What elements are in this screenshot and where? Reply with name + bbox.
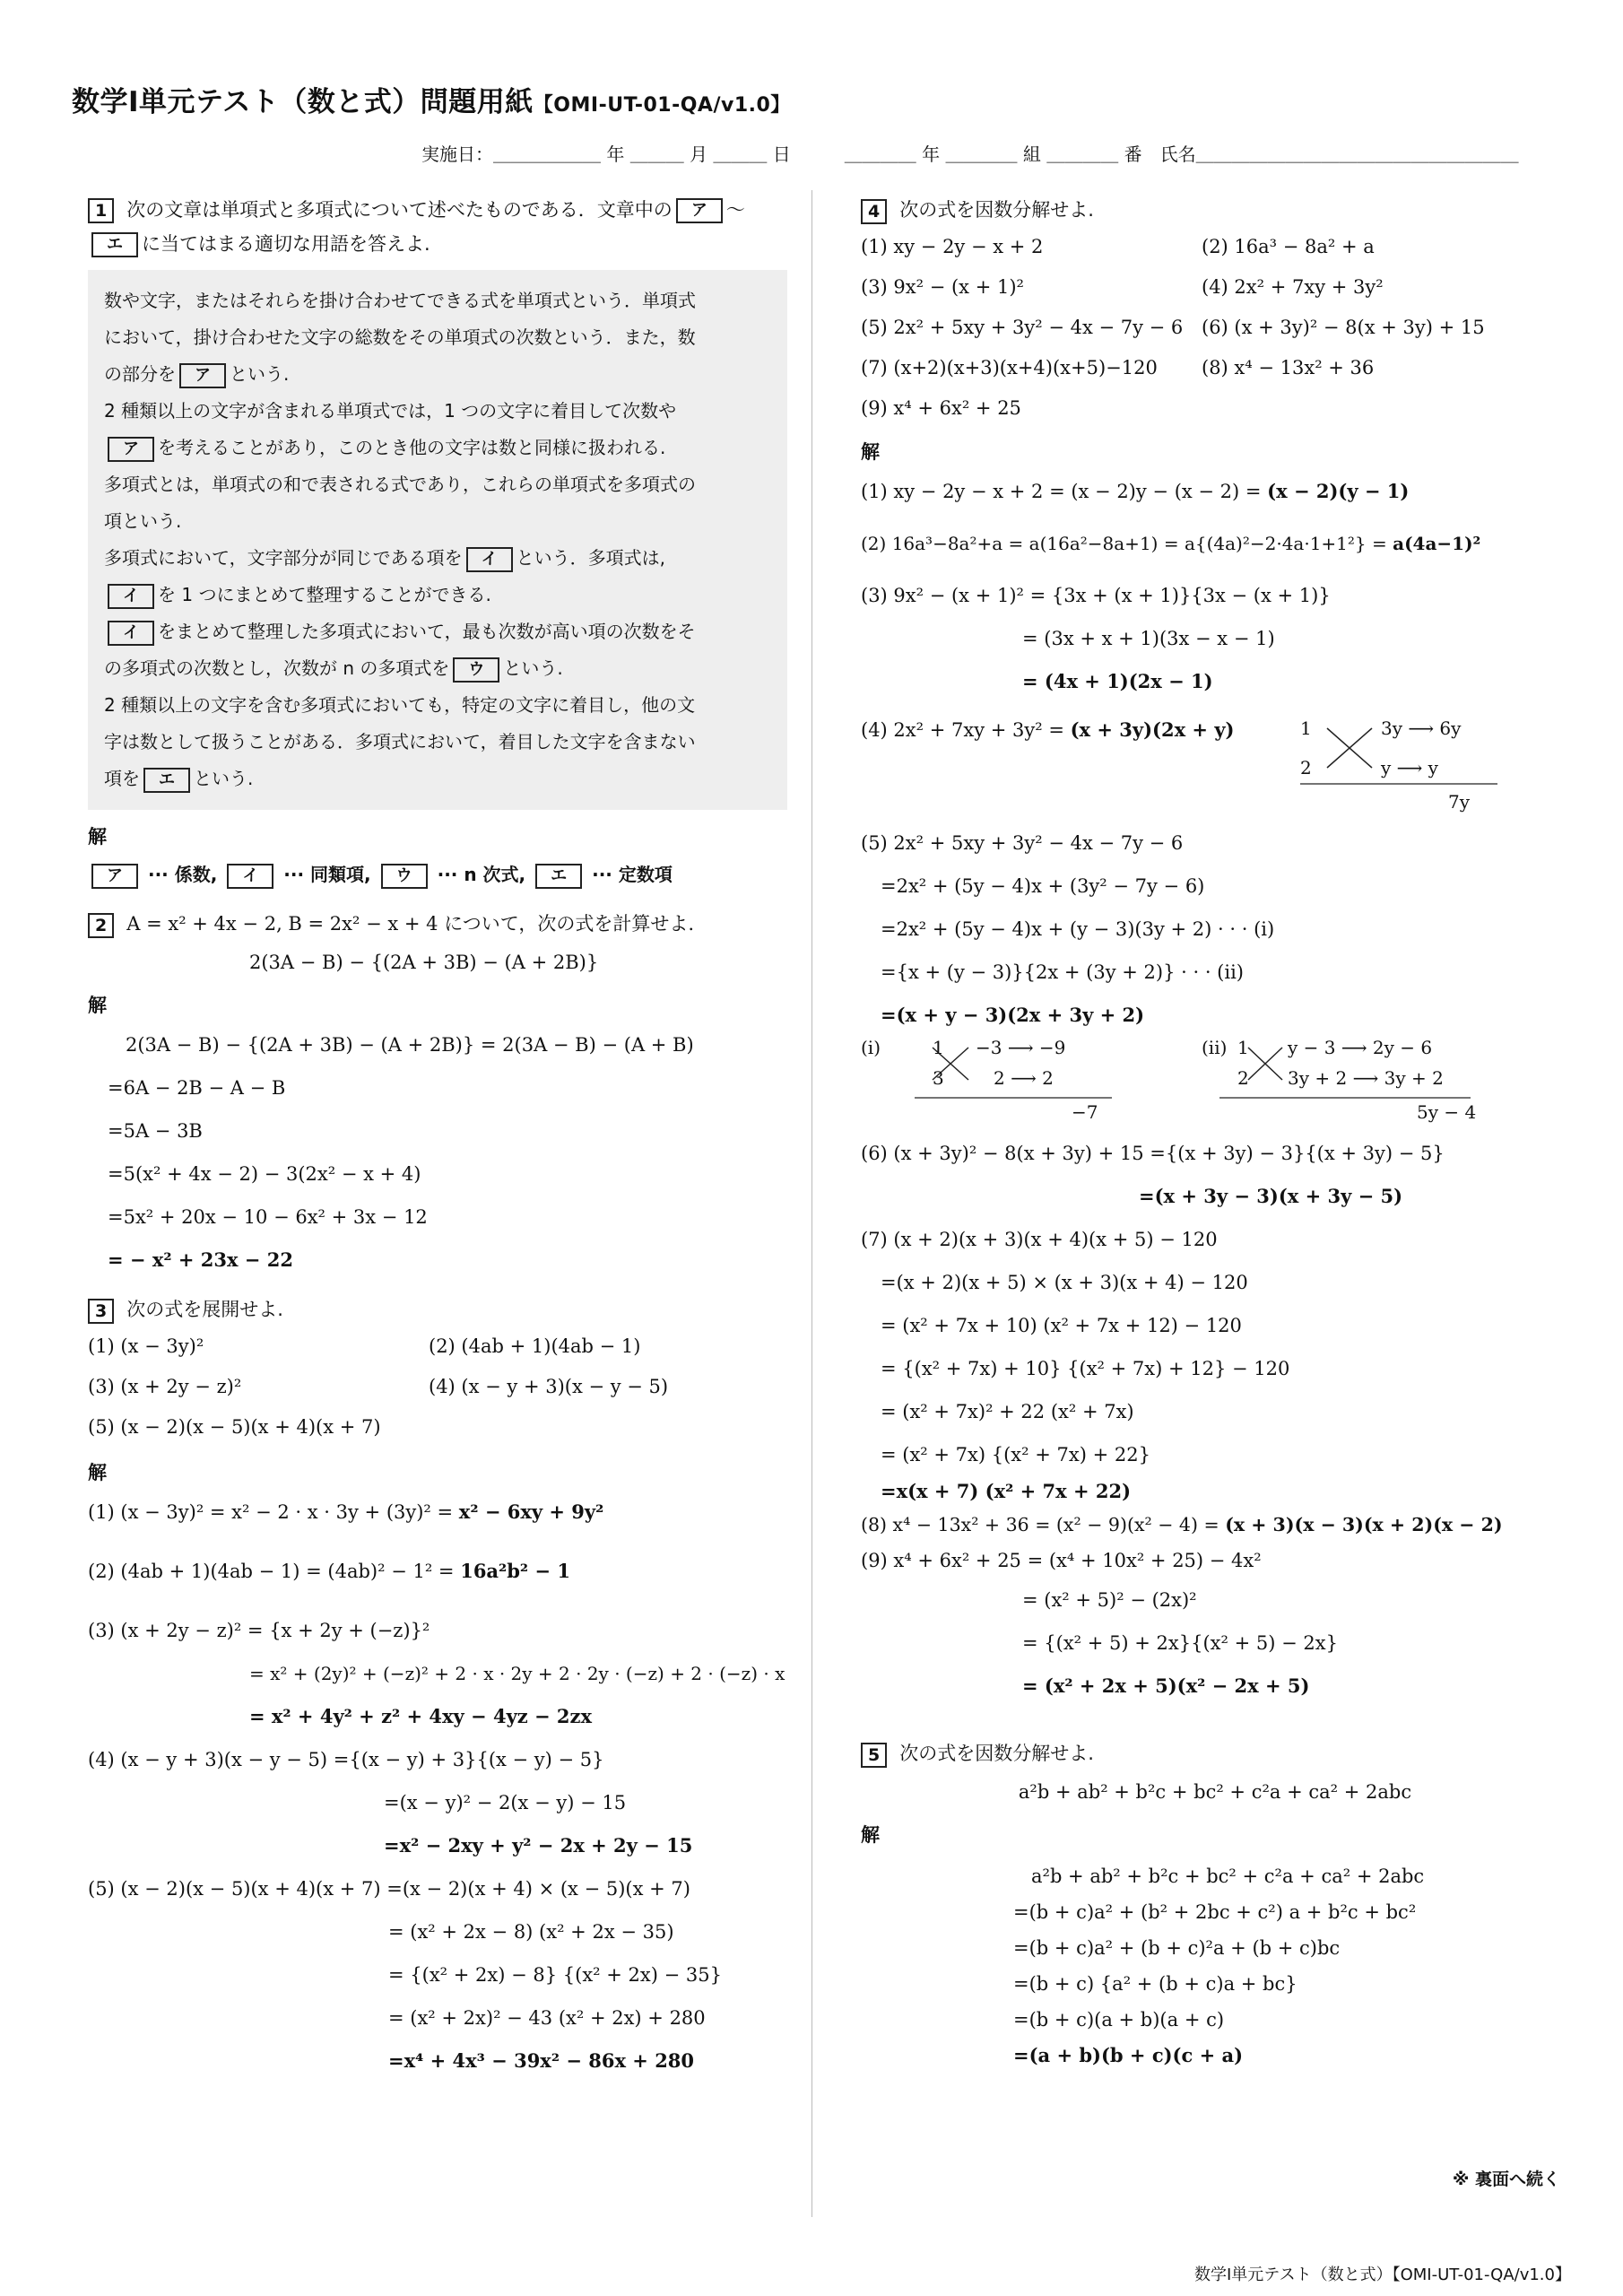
blank-e: エ — [143, 768, 190, 793]
page-footer: 数学Ⅰ単元テスト（数と式）【OMI-UT-01-QA/v1.0】 — [1194, 2266, 1571, 2284]
tasukigake-diagram-ii: (ii) 1 2 y − 3 ⟶ 2y − 6 3y + 2 ⟶ 3y + 2 5y − 4 — [1202, 1037, 1477, 1123]
document-code: 【OMI-UT-01-QA/v1.0】 — [533, 94, 791, 117]
solution-label: 解 — [88, 995, 107, 1016]
question-2: 2 A = x² + 4x − 2, B = 2x² − x + 4 について，次の式を計算せよ. 2(3A − B) − {(2A + 3B) − (A + 2B)} 解 2(3A − B) − {(2A + 3B) − (A + 2B)} = 2(3A − B) − (A + B) =6A − 2B − A − B =5A − 3B =5(x² + 4x − 2) − 3(2x² − x + 4) =5x² + 20x − 10 − 6x² + 3x − 12 = − x² + 23x − 22 — [88, 907, 787, 1282]
question-number: 1 — [88, 198, 114, 223]
solution-label: 解 — [88, 1462, 107, 1483]
blank-u: ウ — [453, 657, 499, 683]
date-name-line: 実施日：＿＿＿＿＿＿ 年 ＿＿＿ 月 ＿＿＿ 日 ＿＿＿＿ 年 ＿＿＿＿ 組 ＿＿＿＿ 番 氏名＿＿＿＿＿＿＿＿＿＿＿＿＿＿＿＿＿＿ — [421, 144, 1519, 165]
tasukigake-diagram: 1 2 3y ⟶ 6y y ⟶ y 7y — [1300, 718, 1533, 807]
question-3-prompt: 3 次の式を展開せよ. — [88, 1292, 787, 1326]
solution-label: 解 — [88, 826, 107, 848]
question-3-items: (1) (x − 3y)² (2) (4ab + 1)(4ab − 1) (3) (x + 2y − z)² (4) (x − y + 3)(x − y − 5) (5) (x − 2)(x − 5)(x + 4)(x + 7) — [88, 1335, 669, 1438]
question-1 — [88, 193, 787, 894]
question-2-expression: 2(3A − B) − {(2A + 3B) − (A + 2B)} — [249, 952, 599, 973]
question-5-prompt: 5 次の式を因数分解せよ. — [861, 1736, 1569, 1770]
solution-label: 解 — [861, 441, 880, 463]
blank-i: イ — [108, 621, 154, 646]
question-5-expression: a²b + ab² + b²c + bc² + c²a + ca² + 2abc — [1018, 1781, 1412, 1803]
question-1-prompt: 1 次の文章は単項式と多項式について述べたものである．文章中の ア ～ エ に当てはまる適切な用語を答えよ. — [88, 193, 787, 261]
blank-a: ア — [108, 437, 154, 462]
blank-e: エ — [91, 232, 138, 257]
continue-note: ※ 裏面へ続く — [1452, 2170, 1560, 2189]
left-column — [88, 193, 787, 2083]
question-4-items: (1) xy − 2y − x + 2 (2) 16a³ − 8a² + a (3) 9x² − (x + 1)² (4) 2x² + 7xy + 3y² (5) 2x² + 5xy + 3y² − 4x − 7y − 6 (6) (x + 3y)² − 8(x + 3y) + 15 (7) (x+2)(x+3)(x+4)(x+5)−120 (8) x⁴ − 13x² + 36 (9) x⁴ + 6x² + 25 — [861, 236, 1485, 419]
page-title: 数学Ⅰ単元テスト（数と式）問題用紙【OMI-UT-01-QA/v1.0】 — [72, 86, 791, 118]
question-1-answers: ア ··· 係数, イ ··· 同類項, ウ ··· n 次式, エ ··· 定数項 — [88, 855, 787, 894]
question-5: 5 次の式を因数分解せよ. a²b + ab² + b²c + bc² + c²a + ca² + 2abc 解 a²b + ab² + b²c + bc² + c²a + ca² + 2abc =(b + c)a² + (b² + 2bc + c²) a + b²c + bc² =(b + c)a² + (b + c)²a + (b + c)bc =(b + c) {a² + (b + c)a + bc} =(b + c)(a + b)(a + c) =(a + b)(b + c)(c + a) — [861, 1736, 1569, 2074]
question-2-prompt: 2 A = x² + 4x − 2, B = 2x² − x + 4 について，次の式を計算せよ. — [88, 907, 787, 941]
blank-a: ア — [179, 363, 226, 388]
blank-i: イ — [108, 584, 154, 609]
solution-4-4: (4) 2x² + 7xy + 3y² = (x + 3y)(2x + y) 1 2 3y ⟶ 6y y ⟶ y 7y — [861, 709, 1569, 816]
right-column — [861, 193, 1569, 2074]
tasukigake-diagram-i: (i) 1 3 −3 ⟶ −9 2 ⟶ 2 −7 — [861, 1037, 1098, 1123]
blank-i: イ — [466, 547, 513, 572]
solution-4-5-diagrams — [861, 1037, 1569, 1126]
solution-label: 解 — [861, 1824, 880, 1846]
passage-box: 数や文字，またはそれらを掛け合わせてできる式を単項式という．単項式 において，掛け合わせた文字の総数をその単項式の次数という．また，数 の部分を ア という. 2 種類以上の文字が含まれる単項式では，1 つの文字に着目して次数や ア を考えることがあり，このとき他の文字は数と同様に扱われる. 多項式とは，単項式の和で表される式であり，これらの単項式を多項式の 項という. 多項式において，文字部分が同じである項を イ という．多項式は, イ を 1 つにまとめて整理することができる. イ をまとめて整理した多項式において，最も次数が高い項の次数をそ の多項式の次数とし，次数が n の多項式を ウ という. 2 種類以上の文字を含む多項式においても，特定の文字に着目し，他の文 字は数として扱うことがある．多項式において，着目した文字を含まない 項を エ という. — [88, 270, 787, 810]
answer: = − x² + 23x − 22 — [108, 1248, 293, 1271]
blank-a: ア — [676, 198, 723, 223]
question-4-prompt: 4 次の式を因数分解せよ. — [861, 193, 1569, 227]
question-4: 4 次の式を因数分解せよ. (1) xy − 2y − x + 2 (2) 16a³ − 8a² + a (3) 9x² − (x + 1)² (4) 2x² + 7xy + 3y² (5) 2x² + 5xy + 3y² − 4x − 7y − 6 (6) (x + 3y)² − 8(x + 3y) + 15 (7) (x+2)(x+3)(x+4)(x+5)−120 (8) x⁴ − 13x² + 36 (9) x⁴ + 6x² + 25 解 (1) xy − 2y − x + 2 = (x − 2)y − (x − 2) = (x − 2)(y − 1) (2) 16a³−8a²+a = a(16a²−8a+1) = a{(4a)²−2·4a·1+1²} = a(4a−1)² (3) 9x² − (x + 1)² = {3x + (x + 1)}{3x − (x + 1)} = (3x + x + 1)(3x − x − 1) = (4x + 1)(2x − 1) (4) 2x² + 7xy + 3y² = (x + 3y)(2x + y) 1 2 3y ⟶ 6y y ⟶ y 7y (5) 2x² + 5xy + 3y² − 4x − 7y − 6 =2x² + (5y − 4)x + (3y² − 7y − 6) =2x² + (5y − 4)x + (y − 3)(3y + 2) · · · (i) ={x + (y − 3)}{2x + (3y + 2)} · · · (ii) =(x + y − 3)(2x + 3y + 2) (i) 1 3 −3 ⟶ −9 2 ⟶ 2 −7 (ii) 1 2 y − 3 ⟶ 2y − 6 3y + 2 ⟶ 3y + 2 5y − 4 (6) (x + 3y)² − 8(x + 3y) + 15 ={(x + 3y) − 3}{(x + 3y) − 5} =(x + 3y − 3)(x + 3y − 5) (7) (x + 2)(x + 3)(x + 4)(x + 5) − 120 =(x + 2)(x + 5) × (x + 3)(x + 4) − 120 = (x² + 7x + 10) (x² + 7x + 12) − 120 = {(x² + 7x) + 10} {(x² + 7x) + 12} − 120 = (x² + 7x)² + 22 (x² + 7x) = (x² + 7x) {(x² + 7x) + 22} =x(x + 7) (x² + 7x + 22) (8) x⁴ − 13x² + 36 = (x² − 9)(x² − 4) = (x + 3)(x − 3)(x + 2)(x − 2) (9) x⁴ + 6x² + 25 = (x⁴ + 10x² + 25) − 4x² = (x² + 5)² − (2x)² = {(x² + 5) + 2x}{(x² + 5) − 2x} = (x² + 2x + 5)(x² − 2x + 5) — [861, 193, 1569, 1708]
question-3: 3 次の式を展開せよ. (1) (x − 3y)² (2) (4ab + 1)(4ab − 1) (3) (x + 2y − z)² (4) (x − y + 3)(x − y − 5) (5) (x − 2)(x − 5)(x + 4)(x + 7) 解 (1) (x − 3y)² = x² − 2 · x · 3y + (3y)² = x² − 6xy + 9y² (2) (4ab + 1)(4ab − 1) = (4ab)² − 1² = 16a²b² − 1 (3) (x + 2y − z)² = {x + 2y + (−z)}² = x² + (2y)² + (−z)² + 2 · x · 2y + 2 · 2y · (−z) + 2 · (−z) · x = x² + 4y² + z² + 4xy − 4yz − 2zx (4) (x − y + 3)(x − y − 5) ={(x − y) + 3}{(x − y) − 5} =(x − y)² − 2(x − y) − 15 =x² − 2xy + y² − 2x + 2y − 15 (5) (x − 2)(x − 5)(x + 4)(x + 7) =(x − 2)(x + 4) × (x − 5)(x + 7) = (x² + 2x − 8) (x² + 2x − 35) = {(x² + 2x) − 8} {(x² + 2x) − 35} = (x² + 2x)² − 43 (x² + 2x) + 280 =x⁴ + 4x³ − 39x² − 86x + 280 — [88, 1292, 787, 2083]
